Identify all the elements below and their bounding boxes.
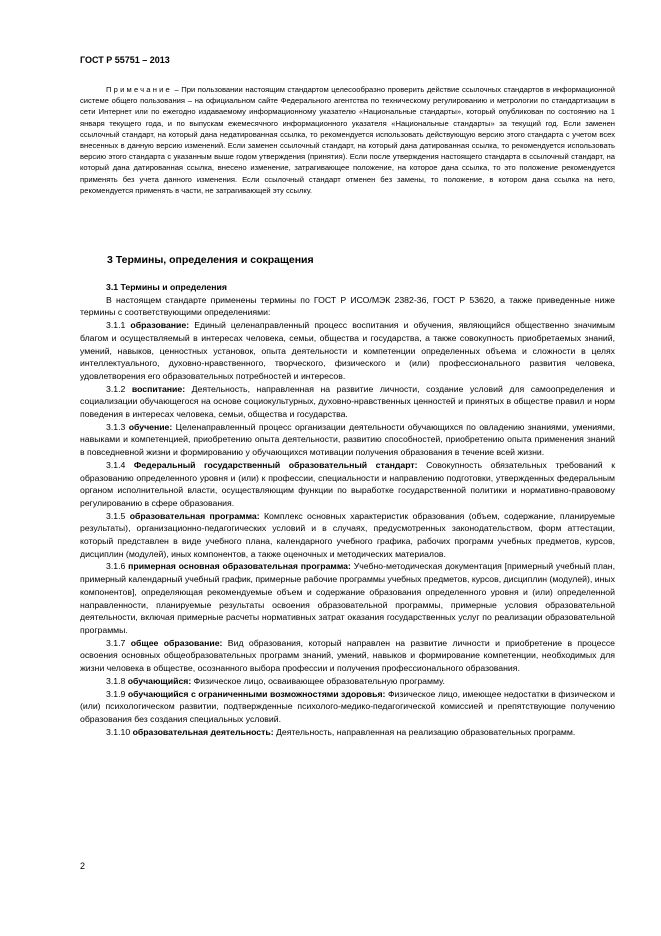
note-text: – При пользовании настоящим стандартом целесообразно проверить действие ссылочных стандартов в информационной системе общего пользования – на официальном сайте Федерального агентства по техническому регулированию и метрологии по стандартизации в сети Интернет или по ежегодно издаваемому информационному указателю «Национальные стандарты», который опубликован по состоянию на 1 января текущего года, и по выпускам ежемесячного информационного указателя «Национальные стандарты» за текущий год. Если заменен ссылочный стандарт, на который дана недатированная ссылка, то рекомендуется использовать действующую версию этого стандарта с учетом всех внесенных в данную версию изменений. Если заменен ссылочный стандарт, на который дана датированная ссылка, то рекомендуется использовать версию этого стандарта с указанным выше годом утверждения (принятия). Если после утверждения настоящего стандарта в ссылочный стандарт, на который дана датированная ссылка, внесено изменение, затрагивающее положение, на которое дана ссылка, то это положение рекомендуется применять без учета данного изменения. Если ссылочный стандарт отменен без замены, то положение, в котором дана ссылка на него, рекомендуется применять в части, не затрагивающей эту ссылку. <box>80 85 615 195</box>
term-number: 3.1.6 <box>106 561 126 572</box>
term-entry <box>80 637 615 675</box>
term-entry <box>80 726 615 739</box>
term-number: 3.1.9 <box>106 688 126 699</box>
term-definition: Физическое лицо, имеющее недостатки в физическом и (или) психологическом развитии, подтвержденные психолого-медико-педагогической комиссией и препятствующие получению образования без создания специальных условий. <box>80 688 615 724</box>
page-number: 2 <box>80 861 86 871</box>
term-definition: Деятельность, направленная на реализацию образовательных программ. <box>273 726 576 737</box>
term-number: 3.1.5 <box>106 510 126 521</box>
intro-paragraph: В настоящем стандарте применены термины по ГОСТ Р ИСО/МЭК 2382-36, ГОСТ Р 53620, а также приведенные ниже термины с соответствующими определениями: <box>80 294 615 318</box>
term-entry <box>80 459 615 510</box>
term-name: общее образование: <box>130 637 223 648</box>
term-number: 3.1.10 <box>106 726 131 737</box>
term-name: Федеральный государственный образовательный стандарт: <box>133 459 418 470</box>
term-entry <box>80 560 615 636</box>
term-name: образовательная программа: <box>129 510 260 521</box>
note-label: Примечание <box>106 85 172 94</box>
note-block <box>80 84 615 196</box>
term-number: 3.1.4 <box>106 459 126 470</box>
term-definition: Учебно-методическая документация [примерный учебный план, примерный календарный учебный график, примерные рабочие программы учебных предметов, курсов, дисциплин (модулей), иных компонентов], определяющая рекомендуемые объем и содержание образования определенного уровня и (или) определенной направленности, планируемые результаты освоения образовательной программы, примерные условия образовательной деятельности, включая примерные расчеты нормативных затрат оказания государственных услуг по реализации образовательной программы. <box>80 561 615 635</box>
term-definition: Единый целенаправленный процесс воспитания и обучения, являющийся общественно значимым благом и осуществляемый в интересах человека, семьи, общества и государства, а также совокупность приобретаемых знаний, умений, навыков, ценностных установок, опыта деятельности и компетенции определенных объема и сложности в целях интеллектуального, духовно-нравственного, творческого, физического и (или) профессионального развития человека, удовлетворения его образовательных потребностей и интересов. <box>80 320 615 381</box>
term-name: образовательная деятельность: <box>132 726 274 737</box>
term-entry <box>80 510 615 561</box>
term-entry <box>80 688 615 726</box>
term-number: 3.1.1 <box>106 320 126 331</box>
term-definition: Физическое лицо, осваивающее образовательную программу. <box>191 675 445 686</box>
term-name: образование: <box>130 320 190 331</box>
term-definition: Комплекс основных характеристик образования (объем, содержание, планируемые результаты), организационно-педагогических условий и в случаях, предусмотренных законодательством, форм аттестации, который представлен в виде учебного плана, календарного учебного графика, рабочих программ учебных предметов, курсов, дисциплин (модулей), иных компонентов, а также оценочных и методических материалов. <box>80 510 615 559</box>
terms-list <box>80 319 615 738</box>
section-body <box>80 281 615 738</box>
subsection-title: 3.1 Термины и определения <box>106 282 227 292</box>
section-title: 3 Термины, определения и сокращения <box>107 254 314 266</box>
term-entry <box>80 383 615 421</box>
term-number: 3.1.3 <box>106 421 126 432</box>
term-number: 3.1.2 <box>106 383 126 394</box>
term-definition: Вид образования, который направлен на развитие личности и приобретение в процессе освоения основных общеобразовательных программ знаний, умений, навыков и формирование компетенции, необходимых для жизни человека в обществе, осознанного выбора профессии и получения профессионального образования. <box>80 637 616 674</box>
term-entry <box>80 675 615 688</box>
term-name: примерная основная образовательная программа: <box>128 561 351 572</box>
term-number: 3.1.7 <box>106 637 126 648</box>
term-name: обучающийся: <box>127 675 192 686</box>
term-name: воспитание: <box>131 383 186 394</box>
term-name: обучение: <box>128 421 173 432</box>
term-definition: Деятельность, направленная на развитие личности, создание условий для самоопределения и социализации обучающегося на основе социокультурных, духовно-нравственных ценностей и принятых в обществе правил и норм поведения в интересах человека, семьи, общества и государства. <box>80 383 615 420</box>
term-number: 3.1.8 <box>106 675 126 686</box>
term-entry <box>80 319 615 383</box>
note-paragraph <box>80 84 615 196</box>
document-header: ГОСТ Р 55751 – 2013 <box>80 55 170 65</box>
term-definition: Совокупность обязательных требований к образованию определенного уровня и (или) к профессии, специальности и направлению подготовки, утвержденных федеральным органом исполнительной власти, осуществляющим функции по выработке государственной политики и нормативно-правовому регулированию в сфере образования. <box>80 459 616 508</box>
term-definition: Целенаправленный процесс организации деятельности обучающихся по овладению знаниями, умениями, навыками и компетенцией, приобретению опыта деятельности, развитию способностей, приобретению опыта применения знаний в повседневной жизни и формированию у обучающихся мотивации получения образования в течение всей жизни. <box>80 421 615 458</box>
term-name: обучающийся с ограниченными возможностями здоровья: <box>127 688 386 699</box>
term-entry <box>80 421 615 459</box>
